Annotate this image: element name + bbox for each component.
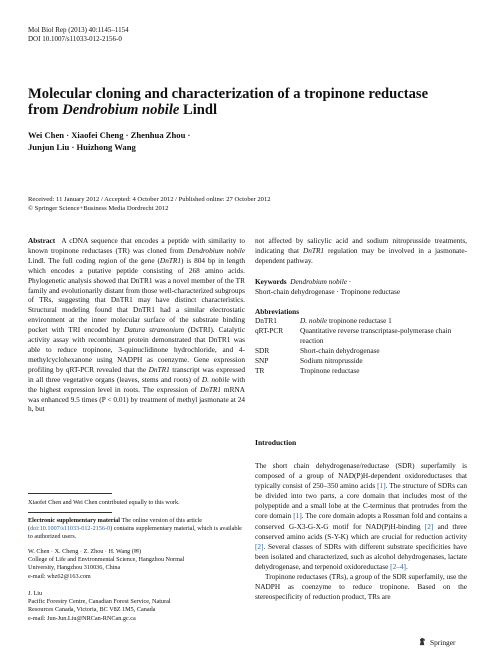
introduction-heading: Introduction bbox=[255, 438, 297, 447]
abbreviation-value: Short-chain dehydrogenase bbox=[300, 346, 380, 356]
footnote-rule bbox=[28, 512, 112, 513]
abbreviation-key: SDR bbox=[255, 346, 270, 356]
citation-link[interactable]: [2–4] bbox=[390, 561, 406, 571]
keywords bbox=[255, 277, 467, 297]
abbreviation-row bbox=[255, 316, 467, 326]
abbreviation-key: DnTR1 bbox=[255, 316, 277, 326]
abbreviations bbox=[255, 307, 467, 376]
affiliation-email: e-mail: Jun-Jun.Liu@NRCan-RNCan.gc.ca bbox=[28, 614, 136, 622]
abstract-part: transcript was expressed in all three vegetative organs (leaves, stems and roots) of bbox=[28, 364, 245, 384]
esm-heading: Electronic supplementary material bbox=[28, 517, 120, 524]
affiliation-line: Pacific Forestry Centre, Canadian Forest Service, Natural bbox=[28, 598, 171, 606]
publisher-mark bbox=[418, 637, 455, 648]
equal-contribution-note: Xiaofei Chen and Wei Chen contributed equally to this work. bbox=[28, 499, 180, 506]
abstract-italic: DnTR1 bbox=[199, 384, 222, 394]
abbreviation-row bbox=[255, 356, 467, 366]
abbreviation-key: qRT-PCR bbox=[255, 326, 284, 336]
abbreviation-text: tropinone reductase 1 bbox=[327, 316, 392, 326]
abstract-italic: D. nobile bbox=[201, 374, 230, 384]
abstract-part: (DsTRI). Catalytic activity assay with recombinant protein demonstrated that DnTR1 was able to reduce tropinone, 3-quinuclidinone hydrochloride, and 4-methylcyclohexanone using NADPH as coenzyme. Gene expression profiling by qRT-PCR revealed that the bbox=[28, 325, 245, 374]
esm-note bbox=[28, 517, 245, 542]
esm-doi-link[interactable]: doi:10.1007/s11033-012-2156-0 bbox=[30, 525, 111, 533]
affiliation-authors: J. Liu bbox=[28, 590, 43, 597]
abbreviation-row bbox=[255, 366, 467, 376]
introduction-body bbox=[255, 461, 467, 602]
journal-info bbox=[28, 26, 129, 44]
publisher-name: Springer bbox=[430, 638, 456, 647]
abbreviation-italic: D. nobile bbox=[300, 316, 328, 326]
abstract-italic: DnTR1 bbox=[159, 255, 182, 265]
abstract-part: ) is 804 bp in length which encodes a putative peptide consisting of 268 amino acids. Phylogenetic analysis showed that DnTR1 was a novel member of the TR family and evolutionarily distant from those well-characterized subgroups of TRs, suggesting that DnTR1 may have distinct characteristics. Structural modeling found that DnTR1 had a similar electrostatic environment at the inner molecular surface of the substrate binding pocket with TRI encoded by bbox=[28, 255, 245, 335]
abbreviation-value bbox=[300, 316, 467, 326]
keywords-line-1 bbox=[255, 277, 467, 287]
springer-horse-icon bbox=[418, 637, 427, 648]
introduction-paragraph-2: Tropinone reductases (TRs), a group of the SDR superfamily, use the NADPH as coenzyme to reduce tropinone. Based on the stereospecificity of reduction product, TRs are bbox=[255, 572, 467, 602]
keywords-line-2: Short-chain dehydrogenase · Tropinone reductase bbox=[255, 286, 401, 296]
right-column bbox=[255, 236, 467, 376]
affiliation-line: College of Life and Environmental Science, Hangzhou Normal bbox=[28, 556, 185, 564]
esm-text: The online version of this article ( bbox=[28, 517, 203, 533]
intro-text: The short chain dehydrogenase/reductase (SDR) superfamily is composed of a group of NAD(P)H-dependent oxidoreductases that typically consist of 250–350 amino acids bbox=[255, 461, 467, 491]
citation-link[interactable]: [1] bbox=[377, 481, 386, 491]
intro-text: . Several classes of SDRs with different substrate specificities have been isolated and characterized, such as alcohol dehydrogenases, lactate dehydrogenase, and terpenoid oxidoreductase bbox=[255, 541, 467, 571]
abbreviations-heading: Abbreviations bbox=[255, 306, 300, 316]
affiliation-line: University, Hangzhou 310036, China bbox=[28, 564, 121, 572]
title-suffix: Lindl bbox=[179, 102, 218, 118]
abbreviation-key: SNP bbox=[255, 356, 269, 366]
affiliation-2 bbox=[28, 590, 245, 623]
dates-line: Received: 11 January 2012 / Accepted: 4 October 2012 / Published online: 27 October 2012 bbox=[28, 196, 271, 203]
abbreviation-value: Quantitative reverse transcriptase-polymerase chain reaction bbox=[300, 326, 452, 346]
citation-link[interactable]: [1] bbox=[293, 511, 302, 521]
abstract-continuation bbox=[255, 236, 467, 266]
journal-citation: Mol Biol Rep (2013) 40:1145–1154 bbox=[28, 26, 129, 34]
affiliation-email: e-mail: whz62@163.com bbox=[28, 572, 91, 580]
footnote-rule bbox=[28, 493, 112, 494]
esm-text: ) contains supplementary material, which is available to authorized users. bbox=[28, 525, 242, 541]
abbreviation-row bbox=[255, 346, 467, 356]
abstract-part: Lindl. The full coding region of the gene ( bbox=[28, 255, 160, 265]
citation-link[interactable]: [2] bbox=[255, 541, 264, 551]
title-prefix: from bbox=[28, 102, 63, 118]
keywords-heading: Keywords bbox=[255, 276, 287, 286]
abbreviation-value: Tropinone reductase bbox=[300, 365, 360, 375]
citation-link[interactable]: [2] bbox=[424, 521, 434, 531]
abstract-text bbox=[28, 236, 245, 414]
title-line-1: Molecular cloning and characterization of a tropinone reductase bbox=[28, 86, 429, 102]
abstract-italic: DnTR1 bbox=[148, 364, 170, 374]
intro-text: . bbox=[405, 561, 408, 571]
author-list bbox=[28, 129, 190, 153]
affiliation-line: Resources Canada, Victoria, BC V8Z 1M5, Canada bbox=[28, 606, 156, 614]
abbreviation-key: TR bbox=[255, 365, 265, 375]
introduction-paragraph-1 bbox=[255, 461, 467, 572]
keyword-species: Dendrobium nobile bbox=[290, 276, 347, 286]
intro-text: . The core domain adopts a Rossman fold and contains a conserved G-X3-G-X-G motif for NAD(P)H-binding bbox=[255, 511, 468, 531]
abstract-part: not affected by salicylic acid and sodium nitroprusside treatments, indicating that bbox=[255, 236, 467, 255]
copyright-line: © Springer Science+Business Media Dordrecht 2012 bbox=[28, 205, 169, 212]
abstract-italic: Datura stramonium bbox=[123, 325, 184, 335]
authors-line-2: Junjun Liu · Huizhong Wang bbox=[28, 142, 136, 152]
title-species: Dendrobium nobile bbox=[62, 102, 180, 118]
keyword-separator: · bbox=[346, 276, 352, 286]
abstract-part: regulation may be involved in a jasmonate-dependent pathway. bbox=[255, 245, 467, 265]
abbreviation-row bbox=[255, 326, 467, 346]
publication-dates bbox=[28, 195, 271, 213]
affiliation-1 bbox=[28, 548, 245, 581]
abstract-part: mRNA was enhanced 9.5 times (P < 0.01) by treatment of methyl jasmonate at 24 h, but bbox=[28, 384, 245, 414]
article-title bbox=[28, 86, 468, 118]
journal-doi: DOI 10.1007/s11033-012-2156-0 bbox=[28, 35, 122, 43]
affiliation-authors: W. Chen · X. Cheng · Z. Zhou · H. Wang (✉) bbox=[28, 548, 142, 555]
authors-line-1: Wei Chen · Xiaofei Cheng · Zhenhua Zhou · bbox=[28, 130, 191, 140]
abstract-part: with the highest expression level in roots. The expression of bbox=[28, 374, 246, 394]
abstract-italic: DnTR1 bbox=[302, 245, 325, 255]
title-line-2 bbox=[28, 102, 468, 118]
abbreviation-value: Sodium nitroprusside bbox=[300, 356, 363, 366]
intro-text: and three conserved amino acids (S-Y-K) which are crucial for reduction activity bbox=[255, 521, 467, 541]
abstract-heading: Abstract bbox=[28, 236, 56, 245]
intro-text: . The structure of SDRs can be divided into two parts, a core domain that includes most of the polypeptide and a small lobe at the C-terminus that protrudes from the core domain bbox=[255, 481, 467, 521]
abstract-italic: Dendrobium nobile bbox=[187, 245, 245, 255]
abstract-part: A cDNA sequence that encodes a peptide with similarity to known tropinone reductases (TR) was cloned from bbox=[28, 236, 245, 255]
abstract bbox=[28, 236, 245, 414]
